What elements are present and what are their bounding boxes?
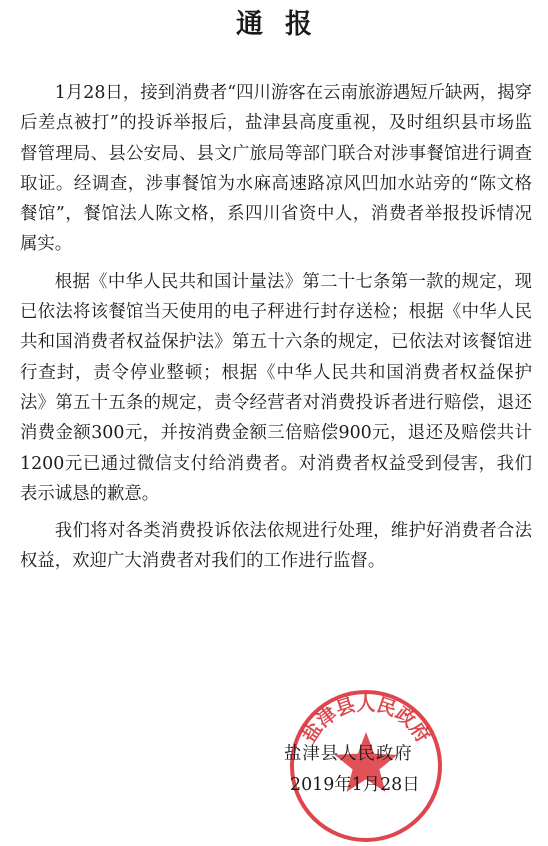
official-seal-icon xyxy=(286,686,446,846)
notice-body xyxy=(20,78,532,577)
paragraph-actions: 根据《中华人民共和国计量法》第二十七条第一款的规定，现已依法将该餐馆当天使用的电子秤进行封存送检；根据《中华人民共和国消费者权益保护法》第五十六条的规定，已依法对该餐馆进行查封，责令停业整顿；根据《中华人民共和国消费者权益保护法》第五十五条的规定，责令经营者对消费投诉者进行赔偿，退还消费金额300元，并按消费金额三倍赔偿900元，退还及赔偿共计1200元已通过微信支付给消费者。对消费者权益受到侵害，我们表示诚恳的歉意。 xyxy=(20,271,532,504)
signature-date: 2019年1月28日 xyxy=(290,775,420,795)
seal-arc-text: 盐津县人民政府 xyxy=(298,693,434,747)
notice-title: 通报 xyxy=(236,9,334,40)
paragraph-commitment: 我们将对各类消费投诉依法依规进行处理，维护好消费者合法权益，欢迎广大消费者对我们的工作进行监督。 xyxy=(20,521,532,572)
signature-organization: 盐津县人民政府 xyxy=(284,744,413,764)
paragraph-incident: 1月28日，接到消费者“四川游客在云南旅游遇短斤缺两，揭穿后差点被打”的投诉举报后，盐津县高度重视，及时组织县市场监督管理局、县公安局、县文广旅局等部门联合对涉事餐馆进行调查取证。经调查，涉事餐馆为水麻高速路凉风凹加水站旁的“陈文格餐馆”，餐馆法人陈文格，系四川省资中人，消费者举报投诉情况属实。 xyxy=(20,83,532,255)
